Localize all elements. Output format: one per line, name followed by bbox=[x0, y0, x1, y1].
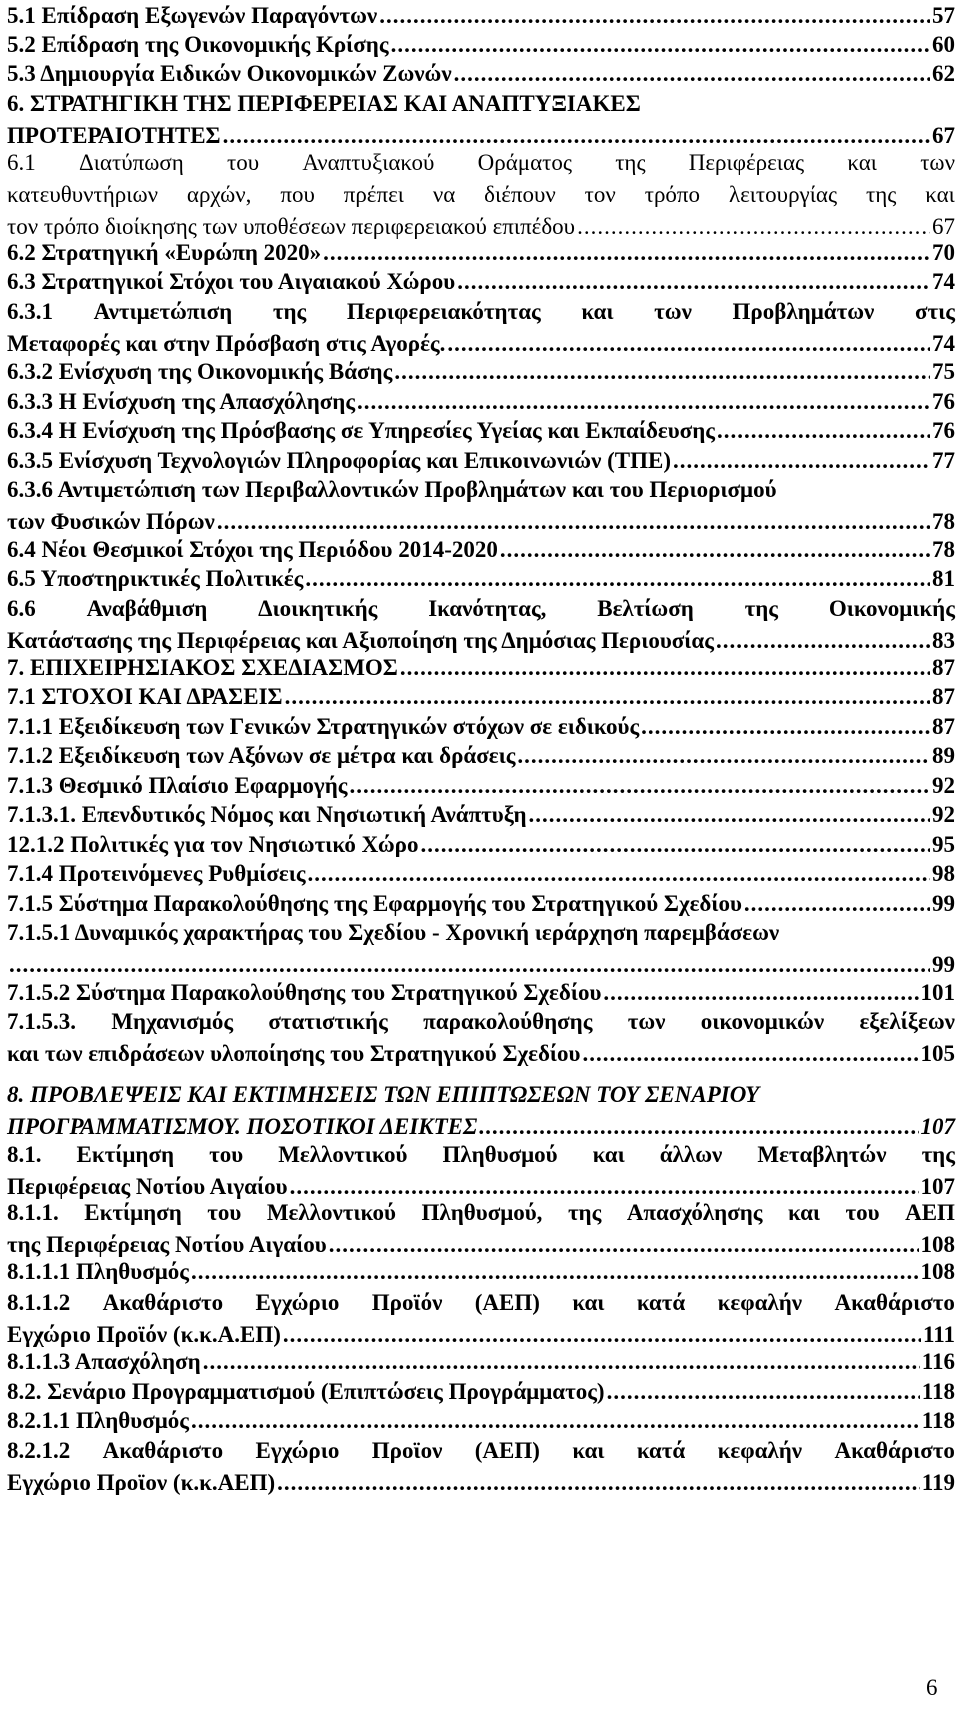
toc-entry-title: 7.1.4 Προτεινόμενες Ρυθμίσεις bbox=[7, 861, 306, 886]
page-number: 6 bbox=[926, 1675, 938, 1700]
toc-entry-title: 8.1.1. Εκτίμηση του Μελλοντικού Πληθυσμού, της Απασχόλησης και του ΑΕΠ bbox=[7, 1200, 955, 1225]
toc-entry-title: της Περιφέρειας Νοτίου Αιγαίου bbox=[7, 1232, 327, 1257]
toc-entry-title: 6.4 Νέοι Θεσμικοί Στόχοι της Περιόδου 2014-2020 bbox=[7, 537, 498, 562]
toc-entry[interactable] bbox=[7, 1197, 955, 1261]
toc-entry[interactable] bbox=[7, 681, 955, 713]
toc-page-number: 87 bbox=[932, 684, 955, 709]
dot-leader bbox=[607, 1376, 920, 1408]
toc-entry[interactable] bbox=[7, 474, 955, 538]
toc-entry-title: Κατάστασης της Περιφέρειας και Αξιοποίηση της Δημόσιας Περιουσίας bbox=[7, 628, 714, 653]
toc-entry[interactable] bbox=[7, 770, 955, 802]
toc-entry-title: Περιφέρειας Νοτίου Αιγαίου bbox=[7, 1174, 288, 1199]
toc-entry[interactable] bbox=[7, 296, 955, 360]
dot-leader bbox=[357, 386, 930, 418]
toc-entry-title: 6.3.2 Ενίσχυση της Οικονομικής Βάσης bbox=[7, 359, 393, 384]
toc-page-number: 107 bbox=[920, 1174, 955, 1199]
dot-leader bbox=[420, 829, 930, 861]
toc-entry-title: 8.1.1.2 Ακαθάριστο Εγχώριο Προϊόν (ΑΕΠ) και κατά κεφαλήν Ακαθάριστο bbox=[7, 1290, 955, 1315]
toc-page-number: 118 bbox=[921, 1408, 955, 1433]
toc-entry-title: 6.5 Υποστηρικτικές Πολιτικές bbox=[7, 566, 304, 591]
toc-page-number: 75 bbox=[932, 359, 955, 384]
toc-entry-title: Εγχώριο Προϊον (κ.κ.ΑΕΠ) bbox=[7, 1470, 276, 1495]
toc-entry-title: 8.2.1.2 Ακαθάριστο Εγχώριο Προϊον (ΑΕΠ) και κατά κεφαλήν Ακαθάριστο bbox=[7, 1438, 955, 1463]
dot-leader bbox=[394, 356, 930, 388]
toc-entry-title: 6.6 Αναβάθμιση Διοικητικής Ικανότητας, Βελτίωση της Οικονομικής bbox=[7, 596, 955, 621]
dot-leader bbox=[308, 858, 930, 890]
toc-page-number: 89 bbox=[932, 743, 955, 768]
toc-entry-title: 12.1.2 Πολιτικές για τον Νησιωτικό Χώρο bbox=[7, 832, 419, 857]
toc-entry-title: 6.3.5 Ενίσχυση Τεχνολογιών Πληροφορίας και Επικοινωνιών (ΤΠΕ) bbox=[7, 448, 671, 473]
toc-entry[interactable] bbox=[7, 266, 955, 298]
dot-leader bbox=[191, 1405, 920, 1437]
toc-page-number: 108 bbox=[920, 1232, 955, 1257]
toc-entry-title: Εγχώριο Προϊόν (κ.κ.Α.ΕΠ) bbox=[7, 1322, 281, 1347]
toc-entry[interactable] bbox=[7, 829, 955, 861]
toc-entry[interactable] bbox=[7, 1256, 955, 1288]
dot-leader bbox=[203, 1346, 920, 1378]
toc-page-number: 101 bbox=[920, 980, 955, 1005]
toc-page-number: 77 bbox=[932, 448, 955, 473]
toc-entry-title: 6.3 Στρατηγικοί Στόχοι του Αιγαιακού Χώρου bbox=[7, 269, 456, 294]
toc-entry-title: 6.3.1 Αντιμετώπιση της Περιφερειακότητας και των Προβλημάτων στις bbox=[7, 299, 955, 324]
toc-entry-title: 7.1.3 Θεσμικό Πλαίσιο Εφαρμογής bbox=[7, 773, 348, 798]
toc-page-number: 111 bbox=[923, 1322, 955, 1347]
toc-entry[interactable] bbox=[7, 593, 955, 657]
toc-entry[interactable] bbox=[7, 1346, 955, 1378]
toc-entry-title: 5.3 Δημιουργία Ειδικών Οικονομικών Ζωνών bbox=[7, 61, 452, 86]
dot-leader bbox=[517, 740, 930, 772]
toc-entry[interactable] bbox=[7, 0, 955, 32]
toc-entry[interactable] bbox=[7, 1006, 955, 1070]
toc-entry[interactable] bbox=[7, 888, 955, 920]
toc-entry-title: τον τρόπο διοίκησης των υποθέσεων περιφερειακού επιπέδου bbox=[7, 214, 576, 239]
toc-page-number: 70 bbox=[932, 240, 955, 265]
toc-entry[interactable] bbox=[7, 1079, 955, 1143]
toc-entry-title: 7. ΕΠΙΧΕΙΡΗΣΙΑΚΟΣ ΣΧΕΔΙΑΣΜΟΣ bbox=[7, 655, 398, 680]
dot-leader bbox=[641, 711, 930, 743]
toc-entry[interactable] bbox=[7, 1139, 955, 1203]
toc-entry[interactable] bbox=[7, 58, 955, 90]
toc-page-number: 92 bbox=[932, 802, 955, 827]
toc-entry-title: 7.1.5.3. Μηχανισμός στατιστικής παρακολούθησης των οικονομικών εξελίξεων bbox=[7, 1009, 955, 1034]
toc-entry-title: 8.1.1.1 Πληθυσμός bbox=[7, 1259, 189, 1284]
dot-leader bbox=[277, 1467, 920, 1499]
toc-page-number: 99 bbox=[932, 891, 955, 916]
toc-entry-title: 7.1.5 Σύστημα Παρακολούθησης της Εφαρμογής του Στρατηγικού Σχεδίου bbox=[7, 891, 742, 916]
toc-entry-title: 8. ΠΡΟΒΛΕΨΕΙΣ ΚΑΙ ΕΚΤΙΜΗΣΕΙΣ ΤΩΝ ΕΠΙΠΤΩΣΕΩΝ ΤΟΥ ΣΕΝΑΡΙΟΥ bbox=[7, 1082, 760, 1107]
toc-entry[interactable] bbox=[7, 415, 955, 447]
toc-entry[interactable] bbox=[7, 711, 955, 743]
toc-entry[interactable] bbox=[7, 1435, 955, 1499]
toc-entry-title: ΠΡΟΤΕΡΑΙΟΤΗΤΕΣ bbox=[7, 123, 221, 148]
toc-entry[interactable] bbox=[7, 1376, 955, 1408]
toc-entry-title: 6.3.6 Αντιμετώπιση των Περιβαλλοντικών Προβλημάτων και του Περιορισμού bbox=[7, 477, 777, 502]
toc-entry-title: 8.1.1.3 Απασχόληση bbox=[7, 1349, 201, 1374]
toc-page-number: 107 bbox=[920, 1114, 955, 1139]
toc-entry-title: 6.2 Στρατηγική «Ευρώπη 2020» bbox=[7, 240, 322, 265]
toc-entry[interactable] bbox=[7, 237, 955, 269]
toc-entry-title: και των επιδράσεων υλοποίησης του Στρατηγικού Σχεδίου bbox=[7, 1041, 581, 1066]
toc-entry[interactable] bbox=[7, 386, 955, 418]
toc-entry-title: 6. ΣΤΡΑΤΗΓΙΚΗ ΤΗΣ ΠΕΡΙΦΕΡΕΙΑΣ ΚΑΙ ΑΝΑΠΤΥΞΙΑΚΕΣ bbox=[7, 91, 641, 116]
toc-entry-title: κατευθυντήριων αρχών, που πρέπει να διέπουν τον τρόπο λειτουργίας της και bbox=[7, 182, 955, 207]
toc-page-number: 67 bbox=[932, 214, 955, 239]
dot-leader bbox=[323, 237, 930, 269]
toc-page-number: 78 bbox=[932, 537, 955, 562]
toc-entry-title: 8.1. Εκτίμηση του Μελλοντικού Πληθυσμού και άλλων Μεταβλητών της bbox=[7, 1142, 955, 1167]
toc-entry[interactable] bbox=[7, 740, 955, 772]
toc-entry-title: 8.2.1.1 Πληθυσμός bbox=[7, 1408, 189, 1433]
dot-leader bbox=[582, 1038, 918, 1070]
toc-entry[interactable] bbox=[7, 1287, 955, 1351]
toc-page-number: 76 bbox=[932, 418, 955, 443]
dot-leader bbox=[454, 58, 930, 90]
toc-page-number: 76 bbox=[932, 389, 955, 414]
toc-entry-title: 6.1 Διατύπωση του Αναπτυξιακού Οράματος της Περιφέρειας και των bbox=[7, 150, 955, 175]
toc-page-number: 98 bbox=[932, 861, 955, 886]
toc-page-number: 62 bbox=[932, 61, 955, 86]
dot-leader bbox=[400, 652, 930, 684]
toc-entry-title: 7.1.5.1 Δυναμικός χαρακτήρας του Σχεδίου - Χρονική ιεράρχηση παρεμβάσεων bbox=[7, 920, 780, 945]
dot-leader bbox=[285, 681, 930, 713]
toc-entry-title: 7.1.1 Εξειδίκευση των Γενικών Στρατηγικών στόχων σε ειδικούς bbox=[7, 714, 640, 739]
toc-page-number: 92 bbox=[932, 773, 955, 798]
toc-entry[interactable] bbox=[7, 799, 955, 831]
dot-leader bbox=[391, 29, 930, 61]
toc-entry-title: 7.1.3.1. Επενδυτικός Νόμος και Νησιωτική Ανάπτυξη bbox=[7, 802, 527, 827]
dot-leader bbox=[305, 563, 930, 595]
toc-page-number: 87 bbox=[932, 655, 955, 680]
toc-entry[interactable] bbox=[7, 652, 955, 684]
toc-page-number: 78 bbox=[932, 509, 955, 534]
toc-entry[interactable] bbox=[7, 88, 955, 152]
toc-entry[interactable] bbox=[7, 858, 955, 890]
toc-entry-title: των Φυσικών Πόρων bbox=[7, 509, 215, 534]
toc-entry-title: 7.1 ΣΤΟΧΟΙ ΚΑΙ ΔΡΑΣΕΙΣ bbox=[7, 684, 283, 709]
dot-leader bbox=[717, 415, 930, 447]
dot-leader bbox=[673, 445, 930, 477]
toc-entry-title: 5.2 Επίδραση της Οικονομικής Κρίσης bbox=[7, 32, 389, 57]
toc-entry[interactable] bbox=[7, 356, 955, 388]
toc-entry-title: Μεταφορές και στην Πρόσβαση στις Αγορές. bbox=[7, 331, 446, 356]
toc-entry[interactable] bbox=[7, 977, 955, 1009]
toc-page-number: 74 bbox=[932, 269, 955, 294]
toc-entry-title: 6.3.3 Η Ενίσχυση της Απασχόλησης bbox=[7, 389, 356, 414]
toc-page-number: 119 bbox=[921, 1470, 955, 1495]
dot-leader bbox=[500, 534, 930, 566]
toc-entry[interactable] bbox=[7, 563, 955, 595]
toc-entry-title: 8.2. Σενάριο Προγραμματισμού (Επιπτώσεις Προγράμματος) bbox=[7, 1379, 605, 1404]
toc-entry-title: ΠΡΟΓΡΑΜΜΑΤΙΣΜΟΥ. ΠΟΣΟΤΙΚΟΙ ΔΕΙΚΤΕΣ bbox=[7, 1114, 478, 1139]
toc-entry[interactable] bbox=[7, 445, 955, 477]
toc-page-number: 83 bbox=[932, 628, 955, 653]
toc-entry[interactable] bbox=[7, 29, 955, 61]
toc-page-number: 57 bbox=[932, 3, 955, 28]
dot-leader bbox=[379, 0, 930, 32]
toc-entry[interactable] bbox=[7, 917, 955, 981]
toc-entry[interactable] bbox=[7, 534, 955, 566]
toc-page-number: 105 bbox=[920, 1041, 955, 1066]
toc-entry[interactable] bbox=[7, 1405, 955, 1437]
toc-page-number: 81 bbox=[932, 566, 955, 591]
dot-leader bbox=[457, 266, 930, 298]
toc-entry[interactable] bbox=[7, 147, 955, 243]
toc-page-number: 116 bbox=[921, 1349, 955, 1374]
dot-leader bbox=[744, 888, 930, 920]
toc-page-number: 95 bbox=[932, 832, 955, 857]
toc-page-number: 99 bbox=[932, 952, 955, 977]
toc-entry-title: 6.3.4 Η Ενίσχυση της Πρόσβασης σε Υπηρεσίες Υγείας και Εκπαίδευσης bbox=[7, 418, 715, 443]
toc-page-number: 74 bbox=[932, 331, 955, 356]
toc-entry-title: 7.1.5.2 Σύστημα Παρακολούθησης του Στρατηγικού Σχεδίου bbox=[7, 980, 602, 1005]
toc-entry-title: 7.1.2 Εξειδίκευση των Αξόνων σε μέτρα και δράσεις bbox=[7, 743, 516, 768]
dot-leader bbox=[603, 977, 918, 1009]
dot-leader bbox=[529, 799, 930, 831]
toc-page-number: 67 bbox=[932, 123, 955, 148]
toc-page-number: 87 bbox=[932, 714, 955, 739]
toc-page-number: 118 bbox=[921, 1379, 955, 1404]
toc-entry-title: 5.1 Επίδραση Εξωγενών Παραγόντων bbox=[7, 3, 378, 28]
toc-page-number: 60 bbox=[932, 32, 955, 57]
dot-leader bbox=[191, 1256, 919, 1288]
toc-page-number: 108 bbox=[920, 1259, 955, 1284]
dot-leader bbox=[349, 770, 930, 802]
